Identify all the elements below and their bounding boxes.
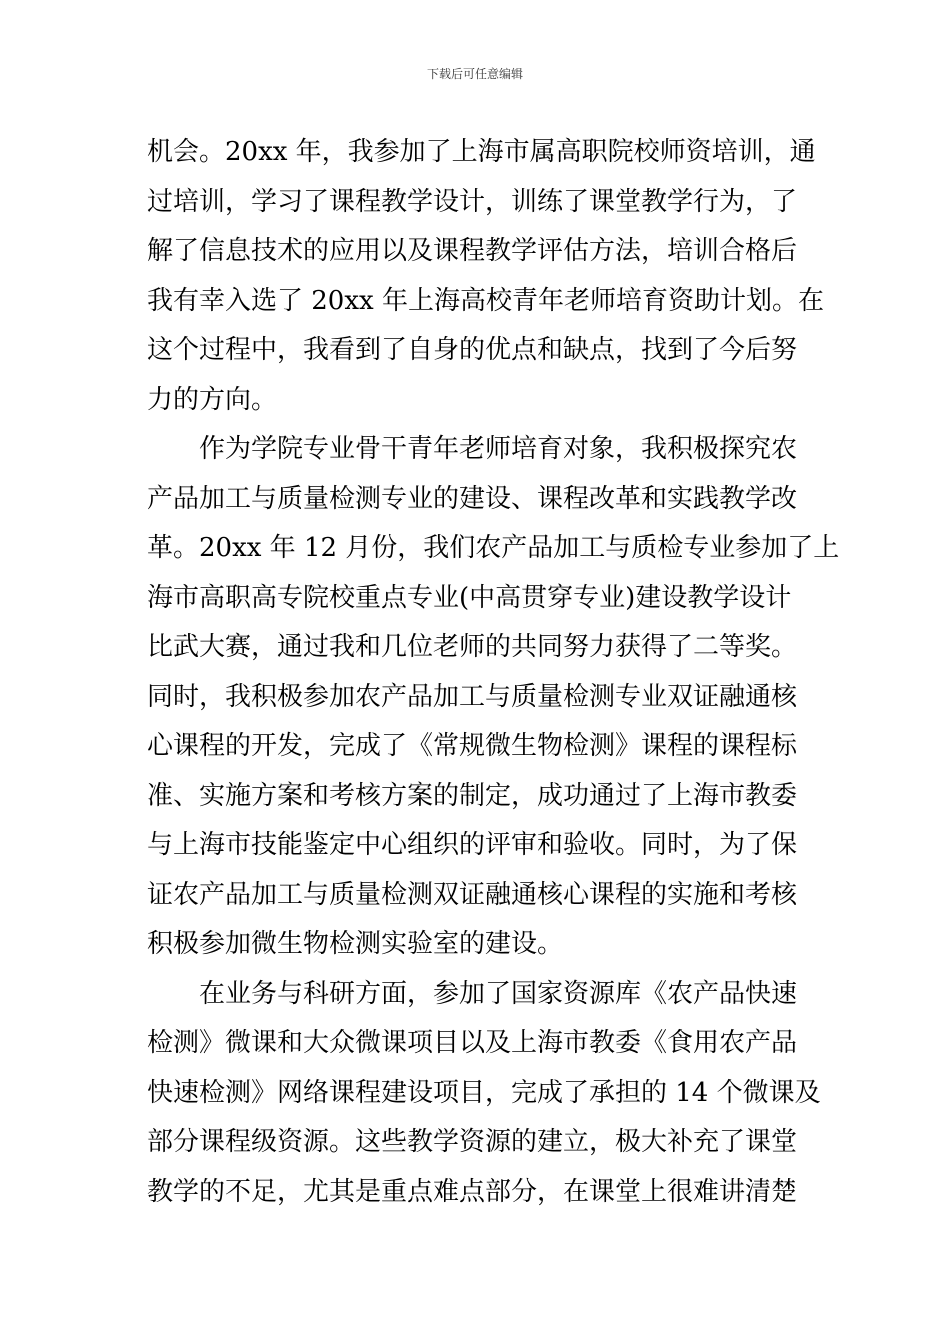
text-line: 海市高职高专院校重点专业(中高贯穿专业)建设教学设计 — [147, 582, 792, 613]
text-line: 同时，我积极参加农产品加工与质量检测专业双证融通核 — [147, 681, 798, 712]
text-line: 检测》微课和大众微课项目以及上海市教委《食用农产品 — [147, 1028, 798, 1058]
text-line: 力的方向。 — [147, 384, 278, 415]
text-line: 准、实施方案和考核方案的制定，成功通过了上海市教委 — [147, 780, 798, 811]
text-line: 这个过程中，我看到了自身的优点和缺点，找到了今后努 — [147, 335, 798, 365]
page-header: 下载后可任意编辑 — [426, 67, 523, 81]
text-line: 快速检测》网络课程建设项目，完成了承担的 14 个微课及 — [147, 1077, 821, 1108]
paragraph-1 — [147, 128, 824, 425]
document-body — [147, 128, 840, 1217]
text-line: 比武大赛，通过我和几位老师的共同努力获得了二等奖。 — [147, 632, 798, 662]
text-line: 教学的不足，尤其是重点难点部分，在课堂上很难讲清楚 — [147, 1176, 798, 1207]
text-line: 解了信息技术的应用以及课程教学评估方法，培训合格后 — [147, 236, 798, 266]
paragraph-3 — [147, 970, 821, 1218]
text-line: 在业务与科研方面，参加了国家资源库《农产品快速 — [199, 978, 798, 1009]
text-line: 过培训，学习了课程教学设计，训练了课堂教学行为，了 — [147, 186, 798, 217]
text-line: 作为学院专业骨干青年老师培育对象，我积极探究农 — [199, 434, 798, 464]
text-line: 积极参加微生物检测实验室的建设。 — [147, 929, 564, 959]
text-line: 产品加工与质量检测专业的建设、课程改革和实践教学改 — [147, 483, 798, 514]
text-line: 证农产品加工与质量检测双证融通核心课程的实施和考核 — [147, 879, 798, 910]
text-line: 部分课程级资源。这些教学资源的建立，极大补充了课堂 — [147, 1127, 798, 1157]
paragraph-2 — [147, 425, 840, 970]
text-line: 机会。20xx 年，我参加了上海市属高职院校师资培训，通 — [147, 137, 816, 167]
text-line: 革。20xx 年 12 月份，我们农产品加工与质检专业参加了上 — [147, 533, 840, 563]
text-line: 与上海市技能鉴定中心组织的评审和验收。同时，为了保 — [147, 830, 798, 860]
text-line: 我有幸入选了 20xx 年上海高校青年老师培育资助计划。在 — [147, 285, 824, 316]
text-line: 心课程的开发，完成了《常规微生物检测》课程的课程标 — [147, 731, 798, 761]
